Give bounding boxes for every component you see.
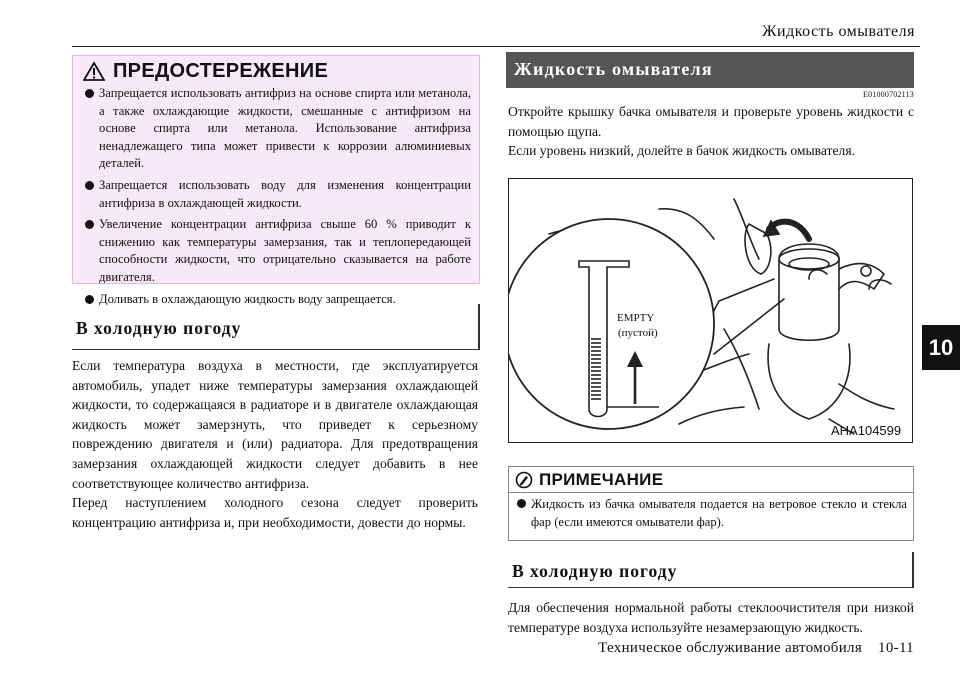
paragraph: Для обеспечения нормальной работы стеклоочистителя при низкой температуре воздуха используйте незамерзающую жидкость. (508, 600, 914, 635)
note-title: ПРИМЕЧАНИЕ (539, 470, 664, 489)
paragraph: Откройте крышку бачка омывателя и проверьте уровень жидкости с помощью щупа. (508, 104, 914, 139)
warning-item-text: Доливать в охлаждающую жидкость воду запрещается. (99, 291, 396, 306)
cold-weather-heading-left (72, 304, 480, 350)
bullet-icon (85, 295, 94, 304)
cold-weather-heading-right (508, 552, 914, 588)
warning-triangle-icon (83, 62, 105, 81)
warning-item-text: Запрещается использовать воду для изменения концентрации антифриза в охлаждающей жидкости. (99, 177, 471, 210)
note-item (515, 495, 907, 531)
section-heading-text: В холодную погоду (76, 318, 242, 338)
bullet-icon (517, 499, 526, 508)
bullet-icon (85, 89, 94, 98)
header-divider (72, 46, 920, 47)
note-pencil-icon (515, 471, 533, 489)
document-code: E01000702113 (863, 90, 914, 99)
washer-fluid-banner (506, 52, 914, 88)
warning-header (83, 60, 328, 83)
section-banner-text: Жидкость омывателя (514, 59, 713, 79)
footer-section: Техническое обслуживание автомобиля (598, 640, 863, 656)
chapter-tab: 10 (922, 325, 960, 370)
warning-item-text: Увеличение концентрации антифриза свыше 60 % приводит к снижению как температуры замерзания, так и теплопередающей способности жидкости, что отрицательно сказывается на работе двигателя. (99, 217, 471, 284)
note-list (515, 495, 907, 531)
paragraph: Перед наступлением холодного сезона следует проверить концентрацию антифриза и, при необходимости, довести до нормы. (72, 495, 478, 530)
washer-fluid-text (508, 102, 914, 161)
warning-item (83, 177, 471, 212)
section-heading-text: В холодную погоду (512, 561, 678, 581)
washer-reservoir-illustration (509, 179, 911, 441)
warning-item (83, 216, 471, 286)
page-header-title: Жидкость омывателя (762, 23, 915, 40)
bullet-icon (85, 220, 94, 229)
note-divider (509, 492, 913, 493)
empty-label: EMPTY (617, 312, 655, 324)
empty-label-ru: (пустой) (618, 327, 658, 339)
warning-box (72, 55, 480, 306)
warning-list (83, 85, 471, 312)
warning-title: ПРЕДОСТЕРЕЖЕНИЕ (113, 60, 329, 82)
bullet-icon (85, 181, 94, 190)
paragraph: Если уровень низкий, долейте в бачок жидкость омывателя. (508, 143, 855, 159)
note-item-text: Жидкость из бачка омывателя подается на ветровое стекло и стекла фар (если имеются омыватели фар). (531, 497, 907, 529)
paragraph: Если температура воздуха в местности, где эксплуатируется автомобиль, упадет ниже температуры замерзания охлаждающей жидкости, то содержащаяся в радиаторе и в двигателе охлаждающая жидкость может замерзнуть, что приведет к серьезному повреждению двигателя и (или) радиатора. Для предотвращения замерзания охлаждающей жидкости следует добавить в нее соответствующее количество антифриза. (72, 358, 478, 491)
note-box (508, 466, 914, 541)
warning-item-text: Запрещается использовать антифриз на основе спирта или метанола, а также охлаждающие жидкости, смешанные с антифризом на основе спирта или метанола. Использование антифриза ненадлежащего типа может привести к коррозии алюминиевых деталей. (99, 86, 471, 171)
note-header (515, 470, 663, 490)
warning-item (83, 85, 471, 173)
cold-weather-text-right (508, 598, 914, 637)
page-footer (598, 640, 914, 657)
cold-weather-text-left (72, 356, 478, 532)
figure-id: AHA104599 (831, 423, 902, 438)
washer-reservoir-figure (508, 178, 913, 443)
page-number: 10-11 (878, 640, 914, 656)
